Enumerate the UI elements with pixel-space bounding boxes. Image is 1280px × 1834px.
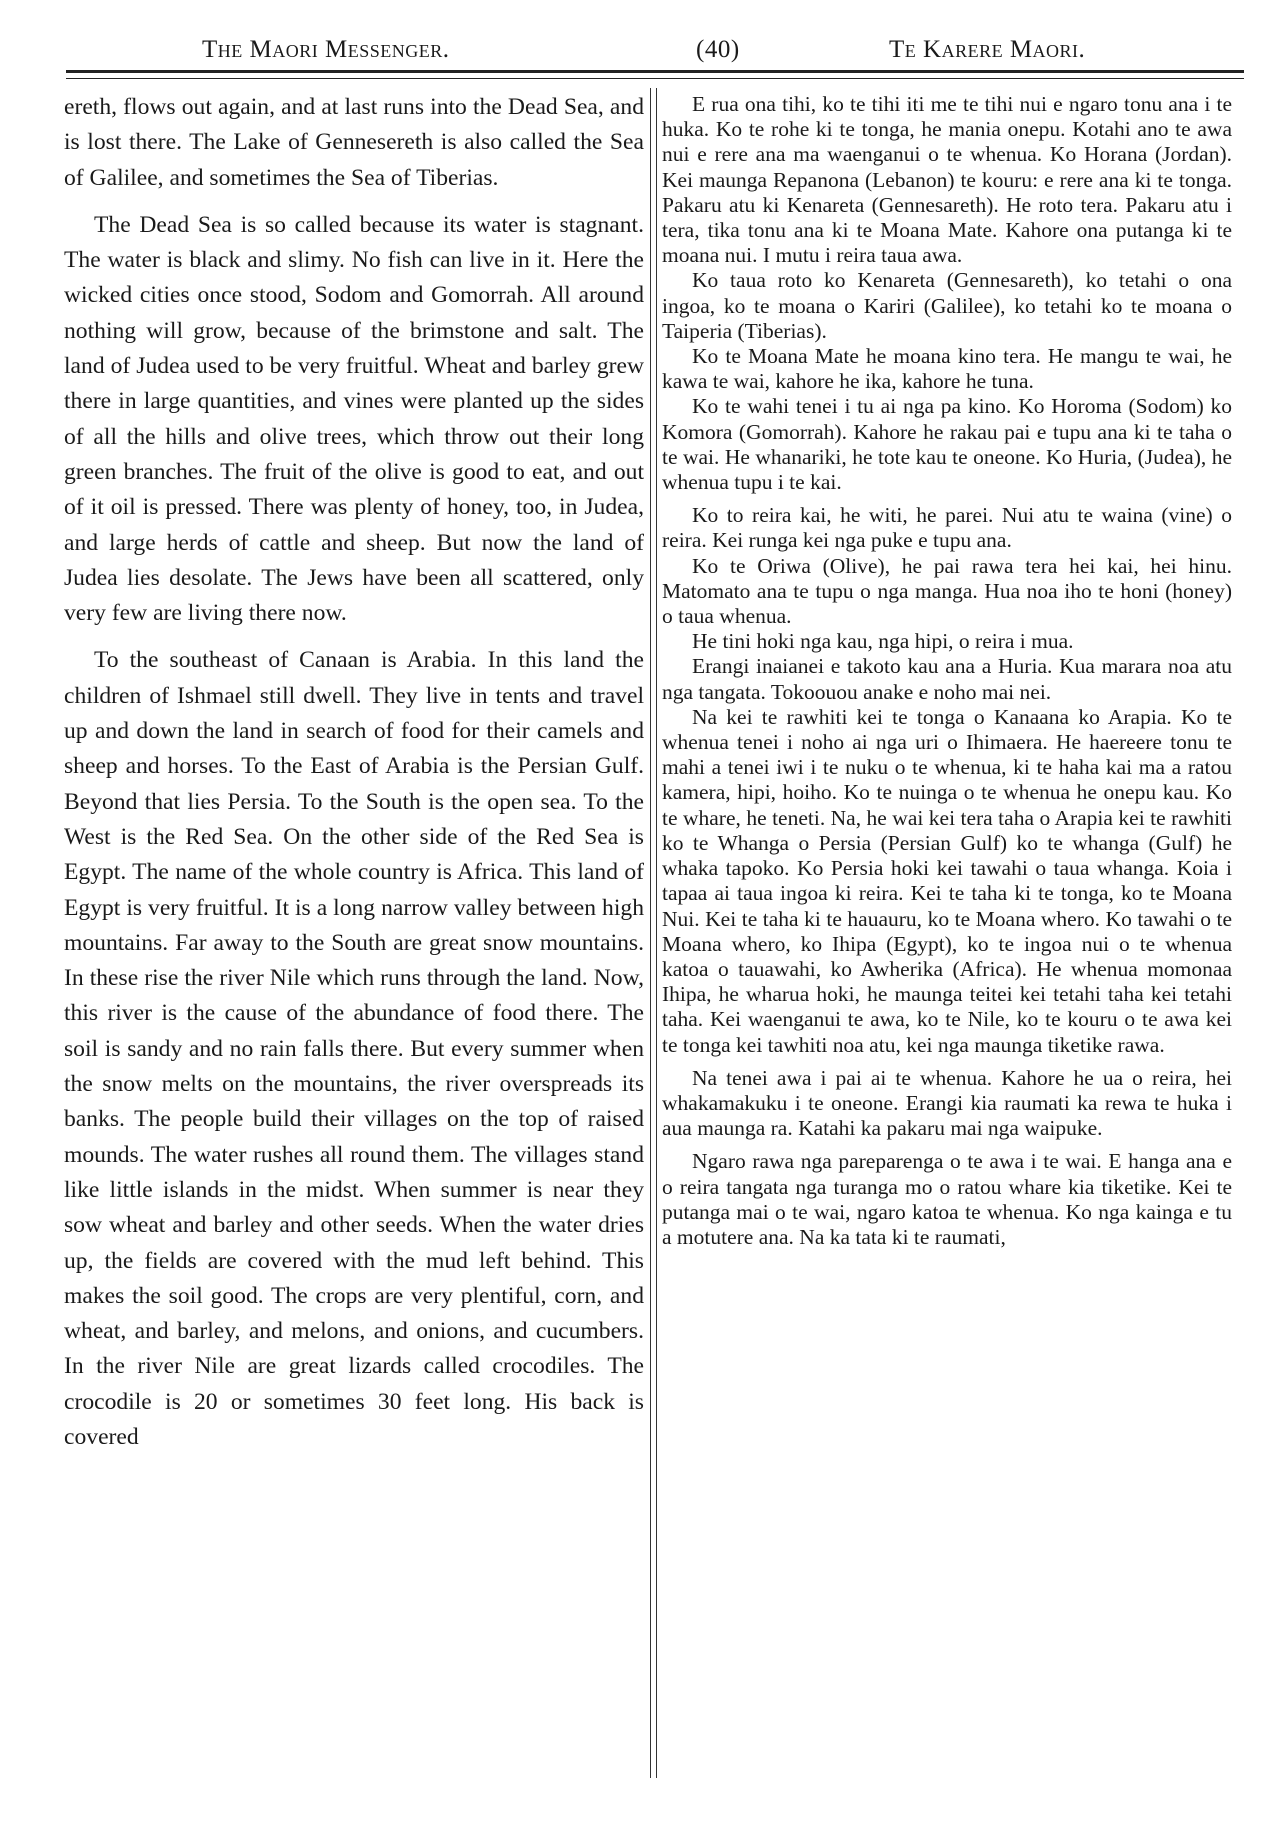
english-paragraph: To the southeast of Canaan is Arabia. In this land the children of Ishmael still dwell. They live in tents and travel up and down the land in search of food for their camels and sheep and horses. To the East of Arabia is the Persian Gulf. Beyond that lies Persia. To the South is the open sea. To the West is the Red Sea. On the other side of the Red Sea is Egypt. The name of the whole country is Africa. This land of Egypt is very fruitful. It is a long narrow valley between high mountains. Far away to the South are great snow mountains. In these rise the river Nile which runs through the land. Now, this river is the cause of the abundance of food there. The soil is sandy and no rain falls there. But every summer when the snow melts on the mountains, the river overspreads its banks. The people build their villages on the top of raised mounds. The water rushes all round them. The villages stand like little islands in the midst. When summer is near they sow wheat and barley and other seeds. When the water dries up, the fields are covered with the mud left behind. This makes the soil good. The crops are very plentiful, corn, and wheat, and barley, and melons, and onions, and cucumbers. In the river Nile are great lizards called crocodiles. The crocodile is 20 or sometimes 30 feet long. His back is covered [64, 647, 644, 1450]
page-header [64, 30, 1244, 70]
maori-paragraph: Na tenei awa i pai ai te whenua. Kahore he ua o reira, hei whakamakuku i te oneone. Erangi kia raumati ka rewa te huka i aua maunga ra. Katahi ka pakaru mai nga waipuke. [662, 1065, 1232, 1141]
maori-paragraph: Ko taua roto ko Kenareta (Gennesareth), ko tetahi o ona ingoa, ko te moana o Kariri (Galilee), ko tetahi ko te moana o Taiperia (Tiberias). [662, 268, 1232, 343]
maori-paragraph: He tini hoki nga kau, nga hipi, o reira i mua. [692, 629, 1074, 654]
maori-paragraph: Ko te Moana Mate he moana kino tera. He mangu te wai, he kawa te wai, kahore he ika, kahore he tuna. [662, 344, 1232, 394]
english-paragraph: ereth, flows out again, and at last runs into the Dead Sea, and is lost there. The Lake of Gennesereth is also called the Sea of Galilee, and sometimes the Sea of Tiberias. [64, 94, 644, 191]
maori-paragraph: Ko te wahi tenei i tu ai nga pa kino. Ko Horoma (Sodom) ko Komora (Gomorrah). Kahore he rakau pai e tupu ana ki te taha o te wai. He whanariki, he tote kau te oneone. Ko Huria, (Judea), he whenua tupu i te kai. [662, 394, 1232, 495]
header-title-maori: Te Karere Maori. [889, 36, 1086, 63]
page-number: (40) [696, 36, 740, 63]
maori-paragraph: Ngaro rawa nga pareparenga o te awa i te wai. E hanga ana e o reira tangata nga turanga mo o ratou whare kia tiketike. Kei te putanga mai o te wai, ngaro katoa te whenua. Ko nga kainga e tu a motutere ana. Na ka tata ki te raumati, [662, 1149, 1232, 1249]
header-rule-thick [66, 70, 1244, 73]
maori-column [662, 88, 1232, 1250]
maori-paragraph: Ko te Oriwa (Olive), he pai rawa tera hei kai, hei hinu. Matomato ana te tupu o nga manga. Hua noa iho te honi (honey) o taua whenua. [662, 553, 1232, 629]
english-column [64, 88, 644, 1455]
column-divider-left [650, 88, 651, 1778]
maori-paragraph: Na kei te rawhiti kei te tonga o Kanaana ko Arapia. Ko te whenua tenei i noho ai nga uri o Ihimaera. He haereere tonu te mahi a tenei iwi i te nuku o te whenua, ki te haha kai ma a ratou kamera, hipi, hoiho. Ko te nuinga o te whenua he onepu kau. Ko te whare, he teneti. Na, he wai kei tera taha o Arapia kei te rawhiti ko te Whanga o Persia (Persian Gulf) ko te whanga (Gulf) he whaka tapoko. Ko Persia hoki kei tawahi o taua whanga. Koia i tapaa ai taua ingoa ki reira. Kei te taha ki te tonga, ko te Moana Nui. Kei te taha ki te hauauru, ko te Moana whero. Ko tawahi o te Moana whero, ko Ihipa (Egypt), ko te ingoa nui o te whenua katoa o tauawahi, ko Awherika (Africa). He whenua momonaa Ihipa, he wharua hoki, he maunga teitei kei tetahi taha kei tetahi taha. Kei waenganui te awa, ko te Nile, ko te kouru o te awa kei te tonga kei tawhiti noa atu, kei nga maunga tiketike rawa. [662, 704, 1232, 1057]
maori-paragraph: E rua ona tihi, ko te tihi iti me te tihi nui e ngaro tonu ana i te huka. Ko te rohe ki te tonga, he mania onepu. Kotahi ano te awa nui e rere ana ma waenganui o te whenua. Ko Horana (Jordan). Kei maunga Repanona (Lebanon) te kouru: e rere ana ki te tonga. Pakaru atu ki Kenareta (Gennesareth). He roto tera. Pakaru atu i tera, tika tonu ana ki te Moana Mate. Kahore ona putanga ki te moana nui. I mutu i reira taua awa. [662, 92, 1232, 268]
header-title-english: The Maori Messenger. [202, 36, 450, 63]
maori-paragraph: Erangi inaianei e takoto kau ana a Huria. Kua marara noa atu nga tangata. Tokoouou anake e noho mai nei. [662, 654, 1232, 704]
english-paragraph: The Dead Sea is so called because its water is stagnant. The water is black and slimy. No fish can live in it. Here the wicked cities once stood, Sodom and Gomorrah. All around nothing will grow, because of the brimstone and salt. The land of Judea used to be very fruitful. Wheat and barley grew there in large quantities, and vines were planted up the sides of all the hills and olive trees, which throw out their long green branches. The fruit of the olive is good to eat, and out of it oil is pressed. There was plenty of honey, too, in Judea, and large herds of cattle and sheep. But now the land of Judea lies desolate. The Jews have been all scattered, only very few are living there now. [64, 211, 644, 627]
column-divider-right [656, 88, 657, 1778]
header-rule-thin [66, 78, 1244, 79]
maori-paragraph: Ko to reira kai, he witi, he parei. Nui atu te waina (vine) o reira. Kei runga kei nga puke e tupu ana. [662, 503, 1232, 553]
